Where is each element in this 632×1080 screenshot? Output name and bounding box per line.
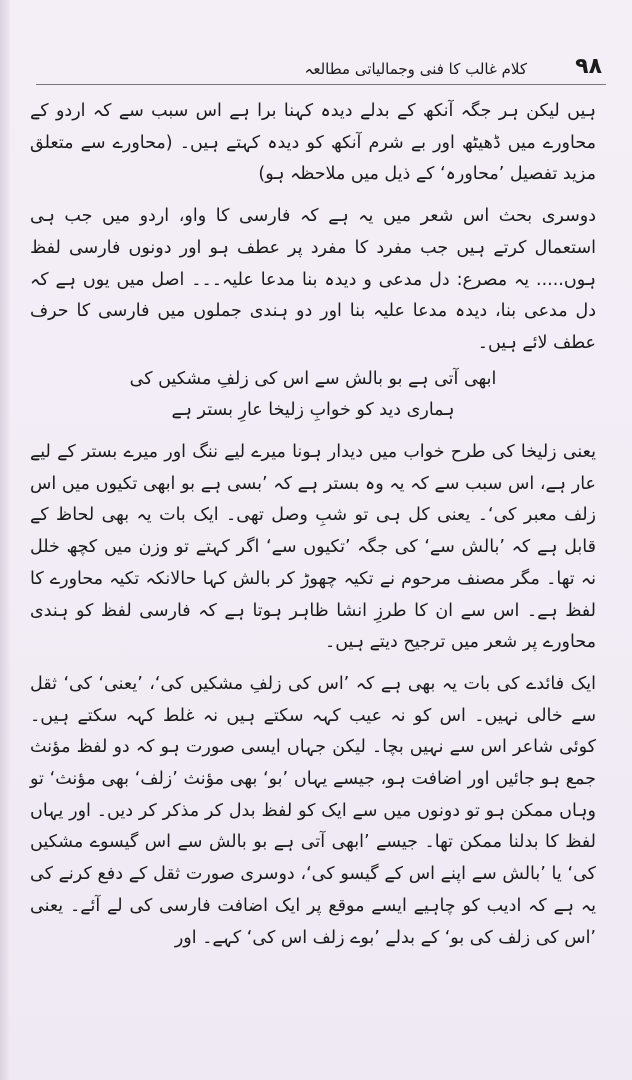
paragraph-2: دوسری بحث اس شعر میں یہ ہے کہ فارسی کا واو، اردو میں جب ہی استعمال کرتے ہیں جب مفرد کا مفرد پر عطف ہو اور دونوں فارسی لفظ ہوں..... یہ مصرع: دل مدعی و دیدہ بنا مدعا علیہ۔۔۔ اصل میں یوں ہے کہ دل مدعی بنا، دیدہ مدعا علیہ بنا اور دو ہندی جملوں میں فارسی کا حرف عطف لائے ہیں۔ — [30, 206, 596, 353]
paragraph-4: ایک فائدے کی بات یہ بھی ہے کہ ’اس کی زلفِ مشکیں کی‘، ’یعنی‘ کی‘ ثقل سے خالی نہیں۔ اس کو نہ عیب کہہ سکتے ہیں نہ غلط کہہ سکتے ہیں۔ کوئی شاعر اس سے نہیں بچا۔ لیکن جہاں ایسی صورت ہو کہ دو لفظ مؤنث جمع ہو جائیں اور اضافت ہو، جیسے یہاں ’بو‘ بھی مؤنث ’زلف‘ بھی مؤنث‘ تو وہاں ممکن ہو تو دونوں میں سے ایک کو لفظ بدل کر مذکر کر دیں۔ اور یہاں لفظ کا بدلنا ممکن تھا۔ جیسے ’ابھی آتی ہے بو بالش سے اس گیسوے مشکیں کی‘ یا ’بالش سے اپنے اس کے گیسو کی‘، دوسری صورت ثقل کے دفع کرنے کی یہ ہے کہ ادیب کو چاہیے ایسے موقع پر ایک اضافت فارسی کی لے آئے۔ یعنی ’اس کی زلف کی بو‘ کے بدلے ’بوے زلف اس کی‘ کہے۔ اور — [30, 673, 596, 948]
page-body — [30, 96, 596, 964]
page-edge-shadow — [0, 0, 10, 1080]
verse-line-2: ہماری دید کو خوابِ زلیخا عارِ بستر ہے — [171, 400, 455, 421]
paragraph-3: یعنی زلیخا کی طرح خواب میں دیدار ہونا میرے لیے ننگ اور میرے بستر کے لیے عار ہے، اس سبب سے کہ یہ وہ بستر ہے کہ ’بسی ہے بو ابھی تکیوں میں اس زلف معبر کی‘۔ یعنی کل ہی تو شبِ وصل تھی۔ ایک بات یہ بھی لحاظ کے قابل ہے کہ ’بالش سے‘ کی جگہ ’تکیوں سے‘ اگر کہتے تو وزن میں کچھ خلل نہ تھا۔ مگر مصنف مرحوم نے تکیہ چھوڑ کر بالش کہا حالانکہ تکیہ محاورے کا لفظ ہے۔ اس سے ان کا طرزِ انشا ظاہر ہوتا ہے کہ فارسی لفظ کو ہندی محاورے پر شعر میں ترجیح دیتے ہیں۔ — [30, 442, 596, 653]
page-number: ۹۸ — [575, 54, 602, 79]
verse-couplet — [30, 364, 596, 427]
header-rule — [36, 84, 606, 85]
paragraph-1: ہیں لیکن ہر جگہ آنکھ کے بدلے دیدہ کہنا برا ہے اس سبب سے کہ اردو کے محاورے میں ڈھیٹھ اور بے شرم آنکھ کو دیدہ کہتے ہیں۔ (محاورے سے متعلق مزید تفصیل ’محاورہ‘ کے ذیل میں ملاحظہ ہو) — [30, 101, 596, 185]
running-title: کلام غالب کا فنی وجمالیاتی مطالعہ — [304, 60, 527, 78]
verse-line-1: ابھی آتی ہے بو بالش سے اس کی زلفِ مشکیں کی — [129, 368, 497, 389]
